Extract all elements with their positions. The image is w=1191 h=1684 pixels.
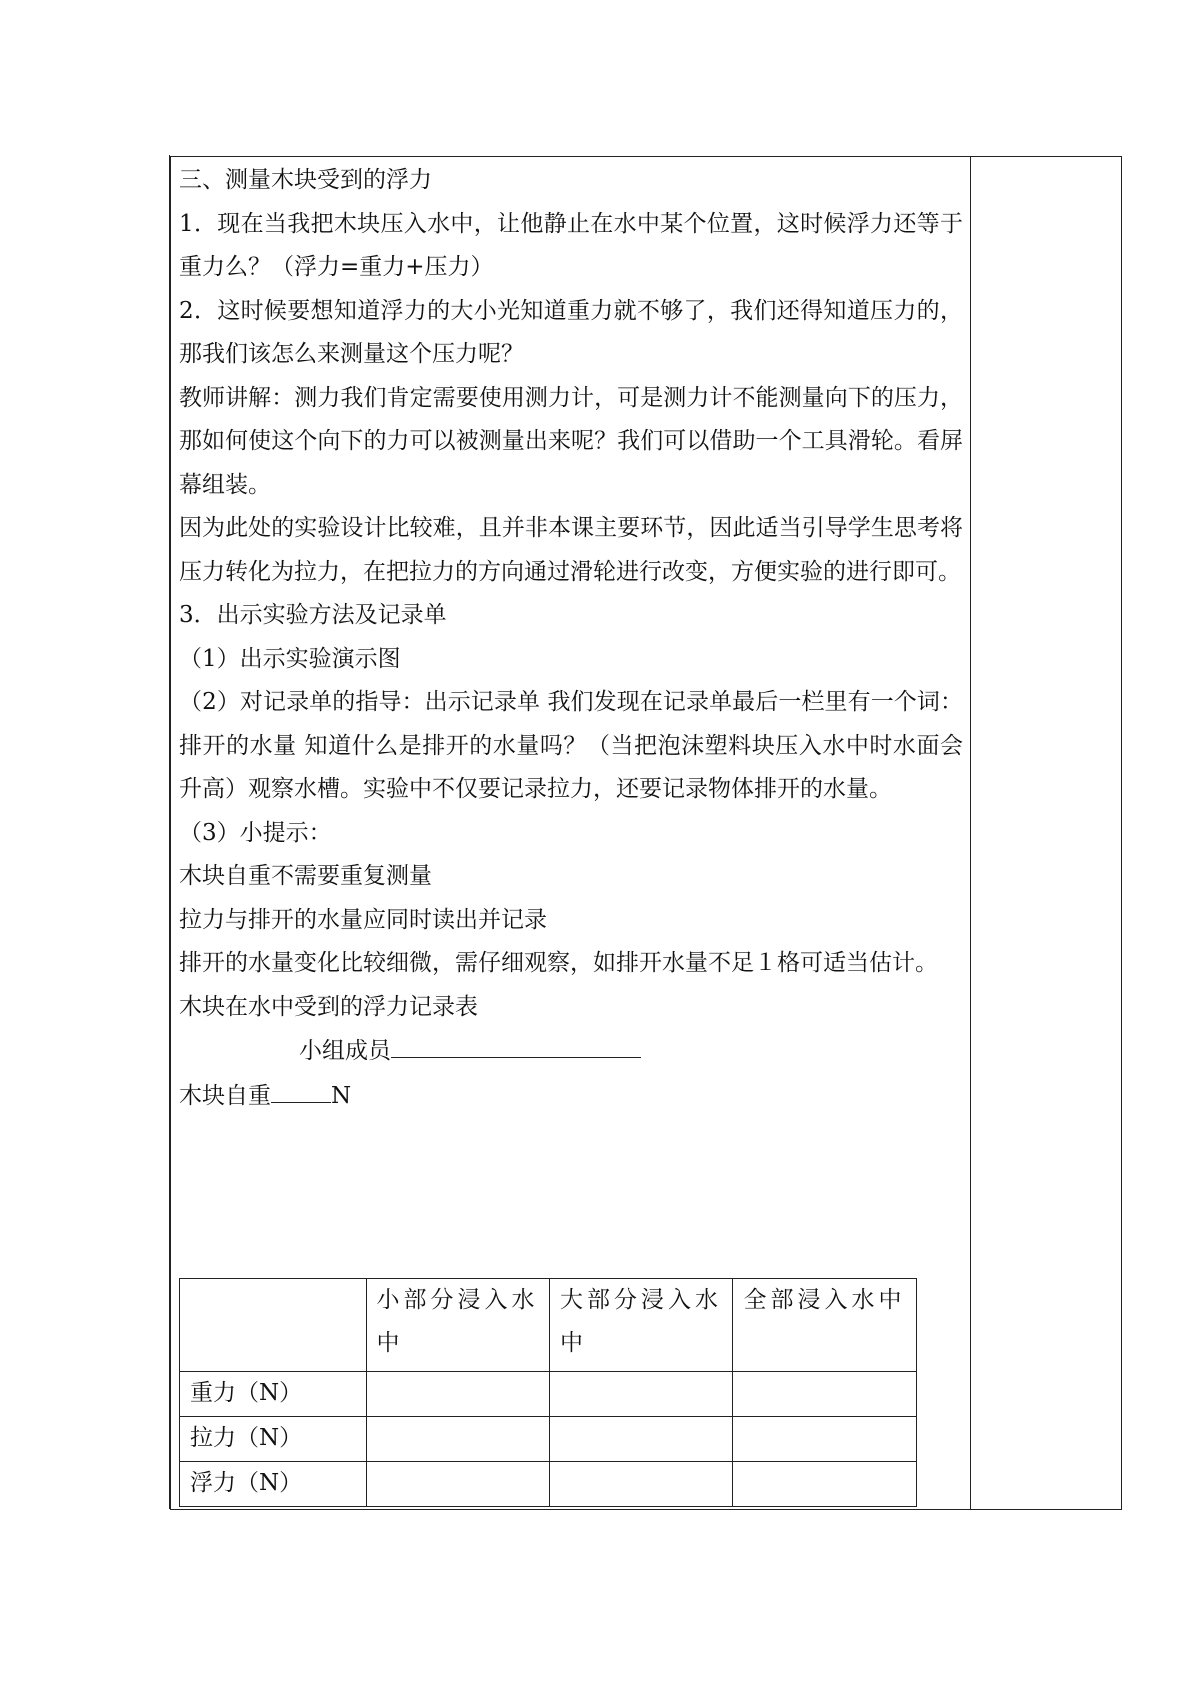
paragraph-3: 教师讲解：测力我们肯定需要使用测力计，可是测力计不能测量向下的压力，那如何使这个向下的力可以被测量出来呢？我们可以借助一个工具滑轮。看屏幕组装。 [179, 384, 963, 498]
section-title: 三、测量木块受到的浮力 [179, 167, 432, 193]
table-cell[interactable] [733, 1417, 917, 1462]
column-divider [970, 157, 971, 1509]
row-label-buoyancy: 浮力（N） [180, 1462, 367, 1507]
table-cell[interactable] [366, 1417, 549, 1462]
weight-line [179, 1074, 963, 1119]
table-row [180, 1462, 917, 1507]
members-blank[interactable] [391, 1029, 641, 1058]
paragraph-1: 1．现在当我把木块压入水中，让他静止在水中某个位置，这时候浮力还等于重力么？（浮力=重力+压力） [179, 210, 963, 280]
paragraph-8: （3）小提示： [179, 819, 332, 846]
paragraph-10: 拉力与排开的水量应同时读出并记录 [179, 906, 547, 933]
table-row [180, 1417, 917, 1462]
table-cell[interactable] [366, 1462, 549, 1507]
header-cell-small: 小部分浸入水中 [366, 1279, 549, 1372]
lesson-content [179, 159, 963, 1496]
table-cell[interactable] [549, 1462, 732, 1507]
table-cell[interactable] [733, 1372, 917, 1417]
table-row [180, 1372, 917, 1417]
weight-label: 木块自重 [179, 1082, 271, 1109]
members-line [179, 1029, 963, 1074]
row-label-gravity: 重力（N） [180, 1372, 367, 1417]
paragraph-11: 排开的水量变化比较细微，需仔细观察，如排开水量不足１格可适当估计。 [179, 950, 938, 976]
record-table [179, 1278, 917, 1507]
table-cell[interactable] [549, 1372, 732, 1417]
table-cell[interactable] [733, 1462, 917, 1507]
table-cell[interactable] [549, 1417, 732, 1462]
lesson-plan-table [170, 156, 1122, 1510]
paragraph-4: 因为此处的实验设计比较难，且并非本课主要环节，因此适当引导学生思考将压力转化为拉力，在把拉力的方向通过滑轮进行改变，方便实验的进行即可。 [179, 515, 963, 585]
table-cell[interactable] [366, 1372, 549, 1417]
paragraph-6: （1）出示实验演示图 [179, 645, 401, 672]
row-label-tension: 拉力（N） [180, 1417, 367, 1462]
paragraph-2: 2．这时候要想知道浮力的大小光知道重力就不够了，我们还得知道压力的，那我们该怎么来测量这个压力呢？ [179, 297, 963, 367]
paragraph-5: 3．出示实验方法及记录单 [179, 602, 447, 628]
header-cell-most: 大部分浸入水中 [549, 1279, 732, 1372]
record-table-title: 木块在水中受到的浮力记录表 [179, 993, 478, 1020]
paragraph-7: （2）对记录单的指导：出示记录单 我们发现在记录单最后一栏里有一个词：排开的水量 知道什么是排开的水量吗？（当把泡沫塑料块压入水中时水面会升高）观察水槽。实验中不仅要记录拉力，还要记录物体排开的水量。 [179, 689, 963, 802]
paragraph-9: 木块自重不需要重复测量 [179, 863, 432, 889]
record-table-header-row [180, 1279, 917, 1372]
weight-unit: N [331, 1082, 352, 1109]
header-cell-empty [180, 1279, 367, 1372]
members-label: 小组成员 [299, 1038, 391, 1064]
weight-blank[interactable] [271, 1074, 331, 1103]
header-cell-full: 全部浸入水中 [733, 1279, 917, 1372]
